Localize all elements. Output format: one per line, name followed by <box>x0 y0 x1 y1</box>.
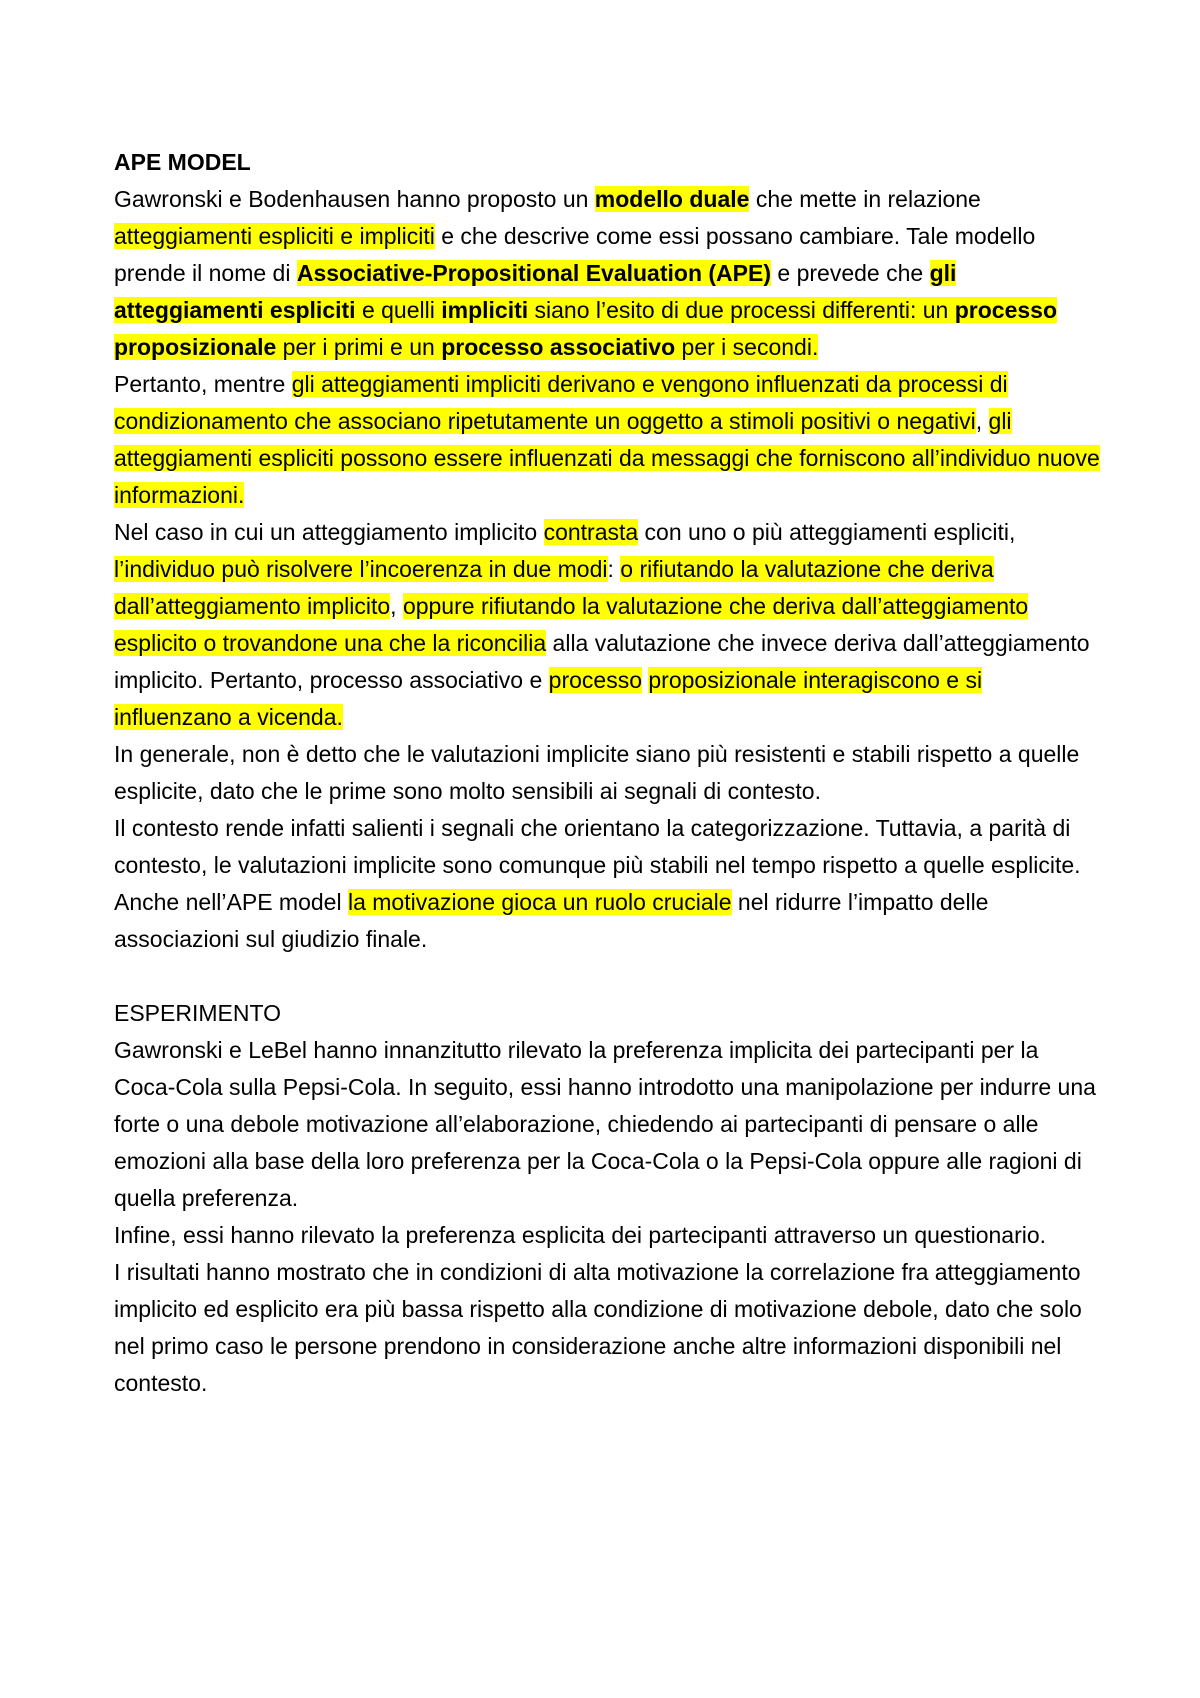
paragraph <box>114 810 1104 884</box>
paragraph <box>114 181 1104 366</box>
text-run: : <box>607 556 621 582</box>
section-spacer <box>114 958 1104 995</box>
document-body <box>114 144 1104 1402</box>
text-run: e prevede che <box>771 260 930 286</box>
highlighted-text: impliciti <box>441 297 529 323</box>
highlighted-text: proposizionale interagiscono e si influenzano a vicenda. <box>114 667 983 730</box>
text-run: , <box>390 593 403 619</box>
highlighted-text: e quelli <box>355 297 442 323</box>
highlighted-text: oppure rifiutando la valutazione che deriva dall’atteggiamento esplicito o trovandone una che la riconcilia <box>114 593 1029 656</box>
highlighted-text: gli atteggiamenti espliciti <box>114 260 957 323</box>
highlighted-text: siano l’esito di due processi differenti: un <box>528 297 955 323</box>
text-run: Nel caso in cui un atteggiamento implicito <box>114 519 544 545</box>
paragraph <box>114 1032 1104 1217</box>
text-run: Pertanto, mentre <box>114 371 292 397</box>
text-run: Anche nell’APE model <box>114 889 348 915</box>
paragraph <box>114 366 1104 514</box>
highlighted-text: per i secondi. <box>675 334 819 360</box>
section-title: ESPERIMENTO <box>114 1000 281 1026</box>
text-run: , <box>975 408 989 434</box>
text-run: In generale, non è detto che le valutazioni implicite siano più resistenti e stabili rispetto a quelle esplicite, dato che le prime sono molto sensibili ai segnali di contesto. <box>114 741 1080 804</box>
highlighted-text: o rifiutando la valutazione che deriva dall’atteggiamento implicito <box>114 556 994 619</box>
highlighted-text: processo <box>548 667 642 693</box>
text-run: con uno o più atteggiamenti espliciti, <box>638 519 1016 545</box>
highlighted-text: la motivazione gioca un ruolo cruciale <box>347 889 732 915</box>
text-run: che mette in relazione <box>749 186 981 212</box>
text-run: alla valutazione che invece deriva dall’atteggiamento implicito. Pertanto, processo associativo e <box>114 630 1090 693</box>
highlighted-text: gli atteggiamenti impliciti derivano e vengono influenzati da processi di condizionamento che associano ripetutamente un oggetto a stimoli positivi o negativi <box>114 371 1008 434</box>
highlighted-text: gli atteggiamenti espliciti possono essere influenzati da messaggi che forniscono all’individuo nuove informazioni. <box>114 408 1100 508</box>
highlighted-text: processo associativo <box>441 334 676 360</box>
text-run: e che descrive come essi possano cambiare. Tale modello prende il nome di <box>114 223 1036 286</box>
paragraph <box>114 1217 1104 1254</box>
highlighted-text: l’individuo può risolvere l’incoerenza in due modi <box>114 556 608 582</box>
paragraph <box>114 514 1104 736</box>
highlighted-text: modello duale <box>594 186 750 212</box>
text-run: Gawronski e Bodenhausen hanno proposto un <box>114 186 595 212</box>
highlighted-text: Associative-Propositional Evaluation (APE) <box>296 260 771 286</box>
paragraph <box>114 884 1104 958</box>
paragraph <box>114 736 1104 810</box>
paragraph <box>114 1254 1104 1402</box>
text-run: Infine, essi hanno rilevato la preferenza esplicita dei partecipanti attraverso un questionario. <box>114 1222 1047 1248</box>
highlighted-text: processo proposizionale <box>114 297 1058 360</box>
text-run: I risultati hanno mostrato che in condizioni di alta motivazione la correlazione fra atteggiamento implicito ed esplicito era più bassa rispetto alla condizione di motivazione debole, dato che solo nel primo caso le persone prendono in considerazione anche altre informazioni disponibili nel contesto. <box>114 1259 1082 1396</box>
section-title: APE MODEL <box>114 149 251 175</box>
text-run: Il contesto rende infatti salienti i segnali che orientano la categorizzazione. Tuttavia, a parità di contesto, le valutazioni implicite sono comunque più stabili nel tempo rispetto a quelle esplicite. <box>114 815 1081 878</box>
highlighted-text: atteggiamenti espliciti e impliciti <box>114 223 435 249</box>
text-run: nel ridurre l’impatto delle associazioni sul giudizio finale. <box>114 889 989 952</box>
highlighted-text: per i primi e un <box>276 334 442 360</box>
highlighted-text: contrasta <box>543 519 639 545</box>
text-run: Gawronski e LeBel hanno innanzitutto rilevato la preferenza implicita dei partecipanti per la Coca-Cola sulla Pepsi-Cola. In seguito, essi hanno introdotto una manipolazione per indurre una forte o una debole motivazione all’elaborazione, chiedendo ai partecipanti di pensare o alle emozioni alla base della loro preferenza per la Coca-Cola o la Pepsi-Cola oppure alle ragioni di quella preferenza. <box>114 1037 1096 1211</box>
